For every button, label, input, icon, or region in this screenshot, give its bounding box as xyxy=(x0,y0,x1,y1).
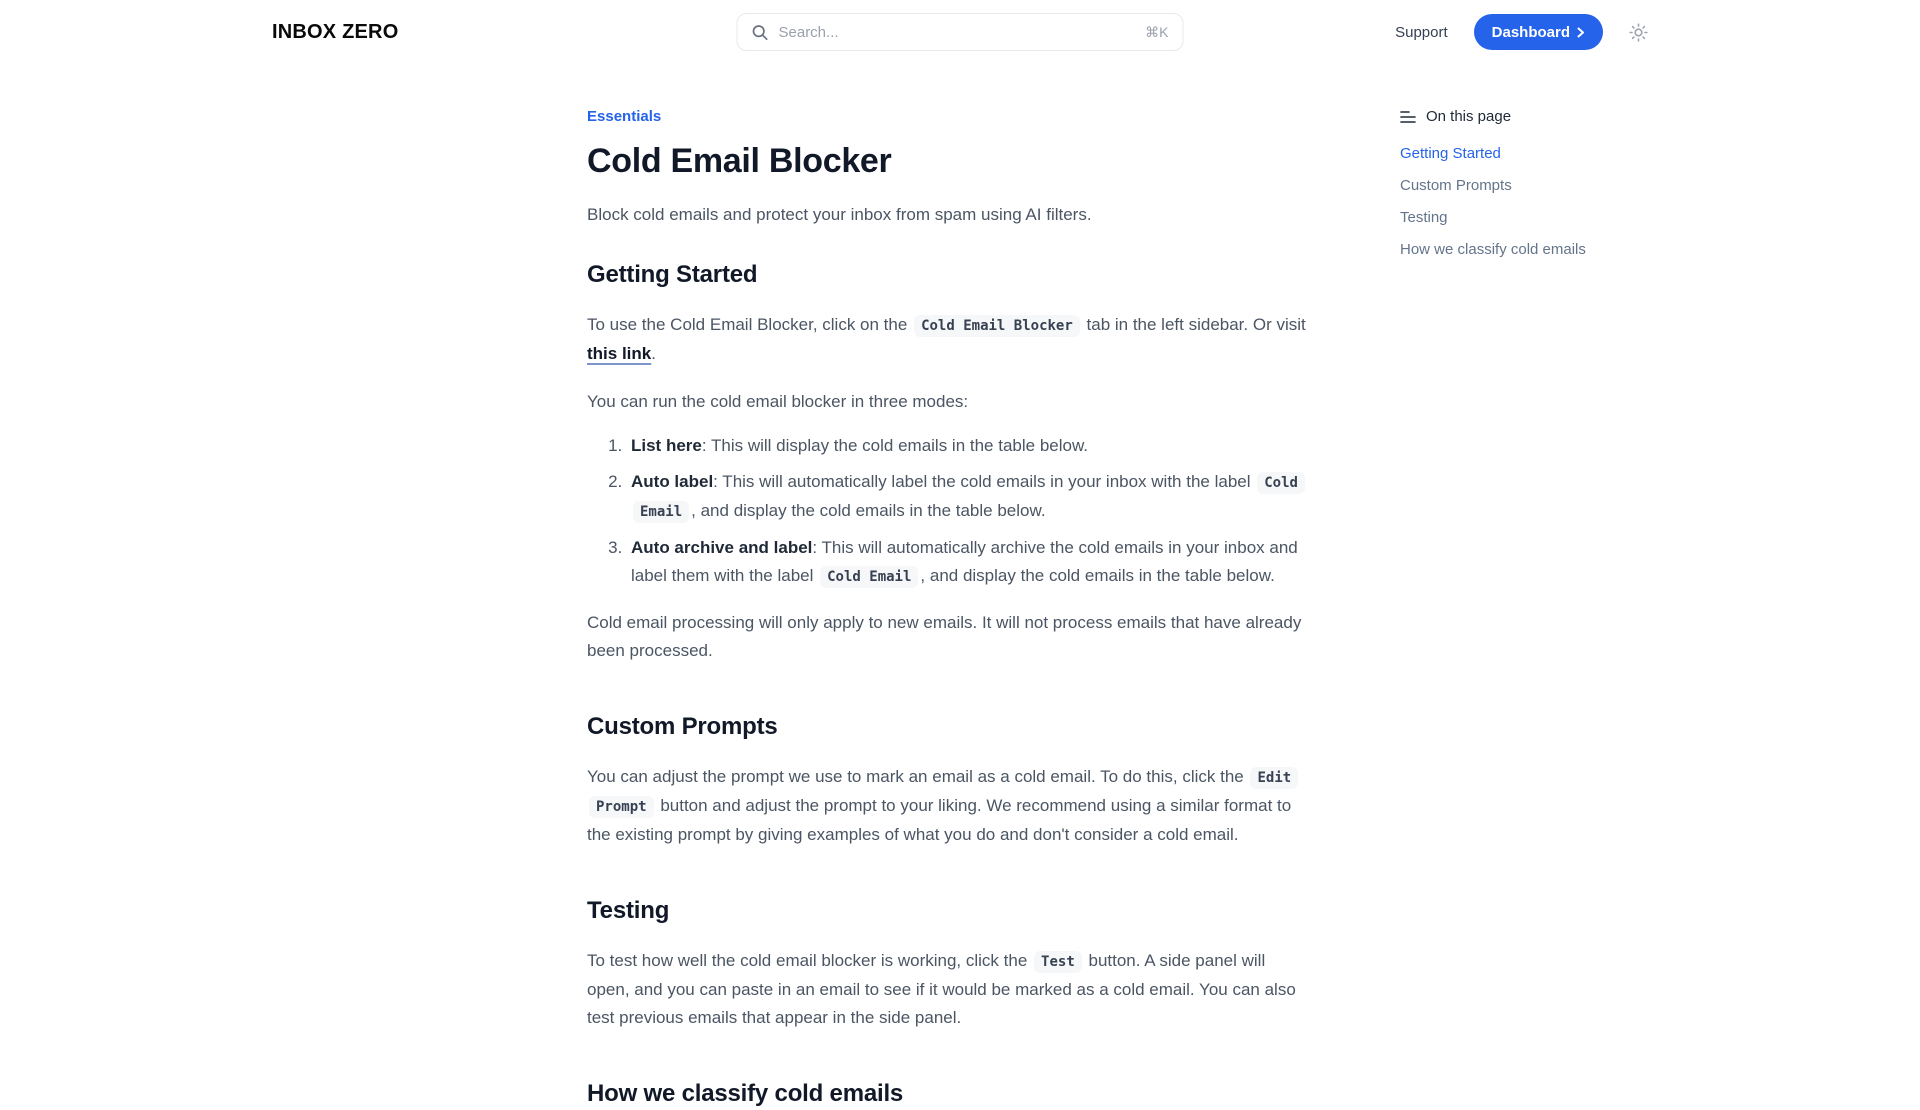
toc-list-icon xyxy=(1400,110,1416,124)
on-this-page-panel xyxy=(1400,107,1680,1110)
list-item-text: : This will automatically archive the cold emails in your inbox and label them with the label xyxy=(631,538,1298,585)
paragraph: Cold email processing will only apply to new emails. It will not process emails that have already been processed. xyxy=(587,613,1302,660)
toc-item-testing[interactable]: Testing xyxy=(1400,209,1448,226)
breadcrumb[interactable]: Essentials xyxy=(587,108,662,125)
toc-item-custom-prompts[interactable]: Custom Prompts xyxy=(1400,177,1512,194)
inline-code: Edit Prompt xyxy=(589,767,1298,818)
logo[interactable]: INBOX ZERO xyxy=(272,20,399,43)
list-item-text: : This will automatically label the cold emails in your inbox with the label xyxy=(713,472,1251,491)
chevron-right-icon xyxy=(1577,27,1585,38)
article xyxy=(587,107,1310,1110)
list-item xyxy=(627,468,1310,526)
paragraph-text: tab in the left sidebar. Or visit xyxy=(1086,315,1306,334)
paragraph: You can run the cold email blocker in three modes: xyxy=(587,392,969,411)
paragraph-text: . xyxy=(651,344,656,363)
navbar-actions xyxy=(1395,14,1648,50)
paragraph xyxy=(587,311,1310,368)
paragraph-text: To use the Cold Email Blocker, click on the xyxy=(587,315,908,334)
paragraph-text: To test how well the cold email blocker is working, click the xyxy=(587,951,1028,970)
paragraph-text: button and adjust the prompt to your liking. We recommend using a similar format to the existing prompt by giving examples of what you do and don't consider a cold email. xyxy=(587,796,1292,844)
paragraph xyxy=(587,763,1310,849)
list-item-lead: Auto label xyxy=(631,472,714,491)
toc-nav xyxy=(1400,144,1680,259)
search-icon xyxy=(752,24,769,41)
toc-header xyxy=(1400,107,1680,127)
dashboard-button[interactable] xyxy=(1474,14,1603,50)
this-link[interactable]: this link xyxy=(587,344,652,363)
paragraph-text: You can adjust the prompt we use to mark an email as a cold email. To do this, click the xyxy=(587,767,1244,786)
support-link[interactable]: Support xyxy=(1395,23,1448,41)
paragraph xyxy=(587,947,1310,1032)
section-heading-custom-prompts: Custom Prompts xyxy=(587,713,778,740)
paragraph-text: button. A side panel will open, and you can paste in an email to see if it would be marked as a cold email. You can also test previous emails that appear in the side panel. xyxy=(587,951,1296,1027)
list-item xyxy=(627,534,1310,591)
list-item xyxy=(627,432,1310,460)
list-item-text: : This will display the cold emails in the table below. xyxy=(701,436,1089,455)
inline-code: Cold Email Blocker xyxy=(914,315,1080,337)
search-input[interactable] xyxy=(737,13,1184,51)
list-item-text: , and display the cold emails in the table below. xyxy=(691,501,1046,520)
search-shortcut: ⌘K xyxy=(1145,23,1169,40)
page-title: Cold Email Blocker xyxy=(587,142,892,180)
toc-item-classify[interactable]: How we classify cold emails xyxy=(1400,241,1586,258)
main-layout xyxy=(0,64,1920,1110)
search-placeholder: Search... xyxy=(778,23,839,41)
dashboard-button-label: Dashboard xyxy=(1491,23,1570,41)
inline-code: Cold Email xyxy=(633,472,1305,523)
list-item-lead: List here xyxy=(631,436,702,455)
modes-list xyxy=(587,432,1310,591)
section-heading-getting-started: Getting Started xyxy=(587,261,758,288)
toc-item-getting-started[interactable]: Getting Started xyxy=(1400,145,1501,162)
inline-code: Cold Email xyxy=(820,566,918,588)
inline-code: Test xyxy=(1034,951,1082,973)
sun-icon xyxy=(1629,23,1648,42)
page-subtitle: Block cold emails and protect your inbox from spam using AI filters. xyxy=(587,205,1092,224)
section-heading-testing: Testing xyxy=(587,897,670,924)
list-item-text: , and display the cold emails in the table below. xyxy=(920,566,1275,585)
top-navbar xyxy=(0,0,1920,64)
toc-title: On this page xyxy=(1426,108,1512,125)
section-heading-classify: How we classify cold emails xyxy=(587,1080,904,1107)
theme-toggle-button[interactable] xyxy=(1629,23,1648,42)
list-item-lead: Auto archive and label xyxy=(631,538,813,557)
navbar-inner xyxy=(272,0,1648,64)
